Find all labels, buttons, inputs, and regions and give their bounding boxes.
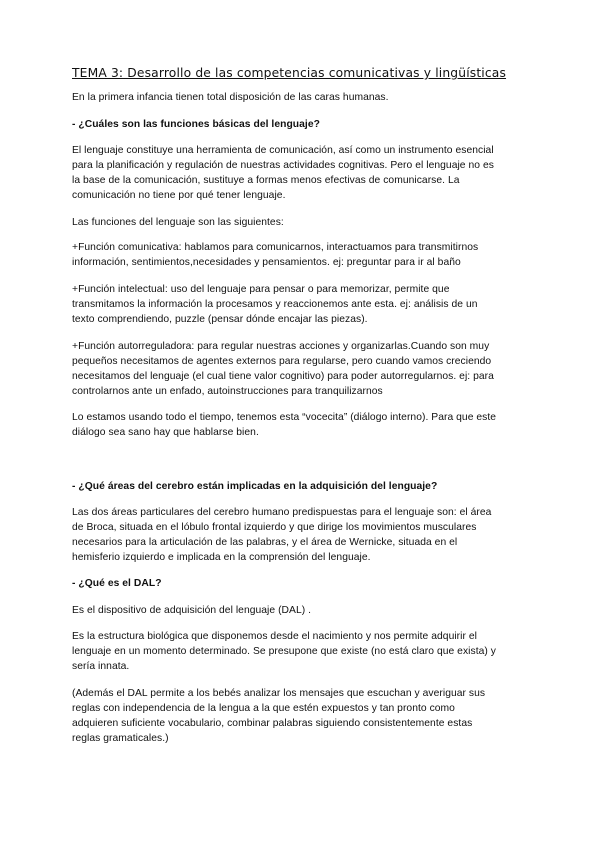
heading-text: ¿Cuáles son las funciones básicas del lenguaje? xyxy=(78,119,320,130)
function-communicative xyxy=(72,240,534,270)
paragraph-line: comunicación no tiene por qué tener lenguaje. xyxy=(72,190,286,202)
paragraph-line: de Broca, situada en el lóbulo frontal izquierdo y que dirige los movimientos musculares xyxy=(72,522,477,534)
paragraph-line: necesitamos del lenguaje (el cual tiene valor cognitivo) para poder autorregularnos. ej: para xyxy=(72,371,494,383)
heading-dash: - xyxy=(72,578,79,589)
question-heading-2 xyxy=(72,479,534,494)
paragraph-line: lenguaje en un momento determinado. Se presupone que existe (no está claro que exista) y xyxy=(72,646,496,658)
paragraph-line: +Función autorreguladora: para regular nuestras acciones y organizarlas.Cuando son muy xyxy=(72,341,490,352)
paragraph-line: información, sentimientos,necesidades y pensamientos. ej: preguntar para ir al baño xyxy=(72,257,461,269)
paragraph-line: +Función intelectual: uso del lenguaje para pensar o para memorizar, permite que xyxy=(72,284,450,295)
paragraph-line: hemisferio izquierdo e implicada en la comprensión del lenguaje. xyxy=(72,552,371,564)
paragraph-line: transmitamos la información la procesamos y reaccionemos ante esta. ej: análisis de un xyxy=(72,299,478,311)
paragraph-line: pequeños necesitamos de agentes externos para regularse, pero cuando vamos creciendo xyxy=(72,356,492,368)
paragraph-line: necesarios para la articulación de las palabras, y el área de Wernicke, situada en el xyxy=(72,537,458,549)
question-heading-3 xyxy=(72,576,534,591)
paragraph-line: Es la estructura biológica que disponemos desde el nacimiento y nos permite adquirir el xyxy=(72,631,478,642)
paragraph-dal-definition: Es el dispositivo de adquisición del lenguaje (DAL) . xyxy=(72,605,312,616)
paragraph-dal-extra xyxy=(72,686,534,746)
function-self-regulatory xyxy=(72,339,534,399)
paragraph-functions-intro: Las funciones del lenguaje son las siguientes: xyxy=(72,217,284,228)
paragraph-dal-structure xyxy=(72,629,534,674)
paragraph-brain-areas xyxy=(72,505,534,565)
paragraph-line: Lo estamos usando todo el tiempo, tenemos esta “vocecita” (diálogo interno). Para que este xyxy=(72,412,497,423)
paragraph-line: controlarnos ante un enfado, autoinstrucciones para tranquilizarnos xyxy=(72,386,383,398)
heading-text: ¿Qué áreas del cerebro están implicadas en la adquisición del lenguaje? xyxy=(78,481,438,492)
paragraph-line: +Función comunicativa: hablamos para comunicarnos, interactuamos para transmitirnos xyxy=(72,242,479,253)
paragraph-line: texto comprendiendo, puzzle (pensar dónde encajar las piezas). xyxy=(72,314,368,326)
question-heading-1 xyxy=(72,117,534,132)
heading-text: ¿Qué es el DAL? xyxy=(78,578,162,589)
paragraph-line: Las dos áreas particulares del cerebro humano predispuestas para el lenguaje son: el área xyxy=(72,507,492,518)
function-intellectual xyxy=(72,282,534,327)
paragraph-line: la base de la comunicación, sustituye a formas menos efectivas de comunicarse. La xyxy=(72,175,460,187)
paragraph-line: diálogo sea sano hay que hablarse bien. xyxy=(72,427,259,439)
paragraph-line: (Además el DAL permite a los bebés analizar los mensajes que escuchan y averiguar sus xyxy=(72,688,486,699)
paragraph-line: reglas gramaticales.) xyxy=(72,733,169,745)
paragraph-language-definition xyxy=(72,143,534,203)
paragraph-line: sería innata. xyxy=(72,661,130,673)
paragraph-line: reglas con independencia de la lengua a la que estén expuestos y tan pronto como xyxy=(72,703,455,715)
paragraph-inner-dialogue xyxy=(72,410,534,440)
heading-dash: - xyxy=(72,119,79,130)
paragraph-line: para la planificación y regulación de nuestras actividades cognitivas. Pero el lenguaje no es xyxy=(72,160,494,172)
heading-dash: - xyxy=(72,481,79,492)
paragraph-line: El lenguaje constituye una herramienta de comunicación, así como un instrumento esencial xyxy=(72,145,494,156)
page-title: TEMA 3: Desarrollo de las competencias comunicativas y lingüísticas xyxy=(72,66,507,80)
paragraph-line: adquieren suficiente vocabulario, combinar palabras siguiendo consistentemente estas xyxy=(72,718,473,730)
intro-paragraph: En la primera infancia tienen total disposición de las caras humanas. xyxy=(72,92,389,103)
